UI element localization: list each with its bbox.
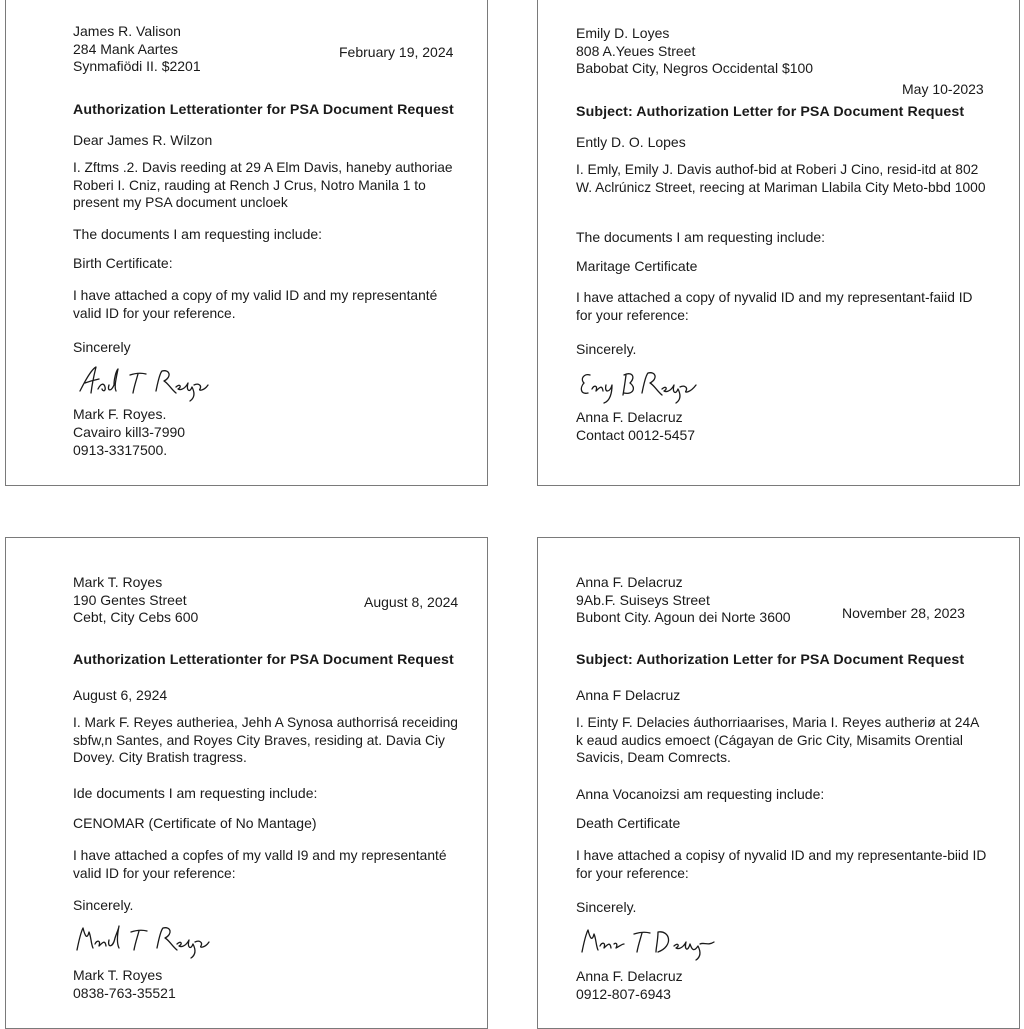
signatory-phone: 0912-807-6943 [576,986,671,1002]
requested-document: Birth Certificate: [73,255,173,271]
letter-1 [5,0,488,486]
sender-city: Bubont City. Agoun dei Norte 3600 [576,609,791,625]
letter-date: May 10-2023 [902,81,984,97]
attachment-note: I have attached a copy of my valid ID and my representanté valid ID for your reference. [73,288,438,321]
sender-address [576,574,791,627]
signatory-name: Anna F. Delacruz [576,409,683,425]
letter-4 [537,537,1020,1029]
sender-city: Synmafiödi II. $2201 [73,58,201,74]
closing: Sincerely. [73,897,134,913]
letter-2 [537,0,1020,486]
signatory-contact: Contact 0012-5457 [576,427,696,443]
requesting-line: Anna Vocanoizsi am requesting include: [576,786,825,802]
sender-address [73,23,201,76]
signatory-block [73,405,185,459]
salutation: Anna F Delacruz [576,687,681,703]
salutation: August 6, 2924 [73,687,168,703]
letter-subject: Subject: Authorization Letter for PSA Document Request [576,652,965,668]
signatory-block [576,408,695,444]
signatory-phone: 0913-3317500. [73,442,168,458]
sender-address [576,25,813,78]
sender-name: Anna F. Delacruz [576,574,683,590]
signatory-name: Mark F. Royes. [73,406,167,422]
letter-date: February 19, 2024 [339,44,454,60]
signatory-block [73,966,176,1002]
letter-3 [5,537,488,1029]
salutation: Dear James R. Wilzon [73,132,213,148]
sender-city: Cebt, City Cebs 600 [73,609,199,625]
signature-icon [73,918,213,960]
letter-body: I. Zftms .2. Davis reeding at 29 A Elm Davis, haneby authoriae Roberi I. Cniz, rauding at Rench J Crus, Notro Manila 1 to present my PSA document uncloek [73,160,453,210]
requested-document: Death Certificate [576,815,681,831]
signatory-phone: 0838-763-35521 [73,985,176,1001]
sender-street: 9Ab.F. Suiseys Street [576,591,710,608]
requesting-line: Ide documents I am requesting include: [73,785,318,801]
requesting-line: The documents I am requesting include: [73,226,323,242]
letter-date: August 8, 2024 [364,594,459,610]
letter-subject: Authorization Letterationter for PSA Document Request [73,102,454,118]
signature-icon [578,920,718,962]
letter-subject: Authorization Letterationter for PSA Document Request [73,652,454,668]
attachment-note: I have attached a copisy of nyvalid ID and my representante-biid ID for your reference: [576,848,987,881]
sender-name: Mark T. Royes [73,574,163,590]
sender-city: Babobat City, Negros Occidental $100 [576,60,814,76]
requesting-line: The documents I am requesting include: [576,229,826,245]
letter-body: I. Mark F. Reyes autheriea, Jehh A Synosa authorrisá receiding sbfw,n Santes, and Royes City Braves, residing at. Davia Ciy Dovey. City Bratish tragress. [73,715,458,765]
letter-body: I. Einty F. Delacies áuthorriaarises, Maria I. Reyes autheriø at 24A k eaud audics emoect (Cágayan de Gric City, Misamits Orential Savicis, Deam Comrects. [576,715,979,765]
letter-date: November 28, 2023 [842,605,965,621]
sender-address [73,574,198,627]
requested-document: Maritage Certificate [576,258,698,274]
signature-icon [76,361,216,403]
signatory-name: Anna F. Delacruz [576,968,683,984]
closing: Sincerely [73,339,131,355]
sender-street: 284 Mank Aartes [73,40,179,57]
requested-document: CENOMAR (Certificate of No Mantage) [73,815,317,831]
sender-name: James R. Valison [73,23,181,39]
attachment-note: I have attached a copy of nyvalid ID and my representant-faiid ID for your reference: [576,290,973,323]
signatory-contact: Cavairo kill3-7990 [73,424,186,440]
signatory-name: Mark T. Royes [73,967,163,983]
attachment-note: I have attached a copfes of my valld I9 and my representanté valid ID for your reference: [73,848,447,881]
closing: Sincerely. [576,341,637,357]
sender-name: Emily D. Loyes [576,25,670,41]
signature-icon [576,363,716,405]
salutation: Ently D. O. Lopes [576,134,686,150]
closing: Sincerely. [576,899,637,915]
signatory-block [576,967,683,1003]
sender-street: 190 Gentes Street [73,591,187,608]
sender-street: 808 A.Yeues Street [576,42,696,59]
letter-subject: Subject: Authorization Letter for PSA Document Request [576,104,965,120]
letter-body: I. Emly, Emily J. Davis authof-bid at Roberi J Cino, resid-itd at 802 W. Aclrúnicz Street, reecing at Mariman Llabila City Meto-bbd 1000 [576,162,986,195]
